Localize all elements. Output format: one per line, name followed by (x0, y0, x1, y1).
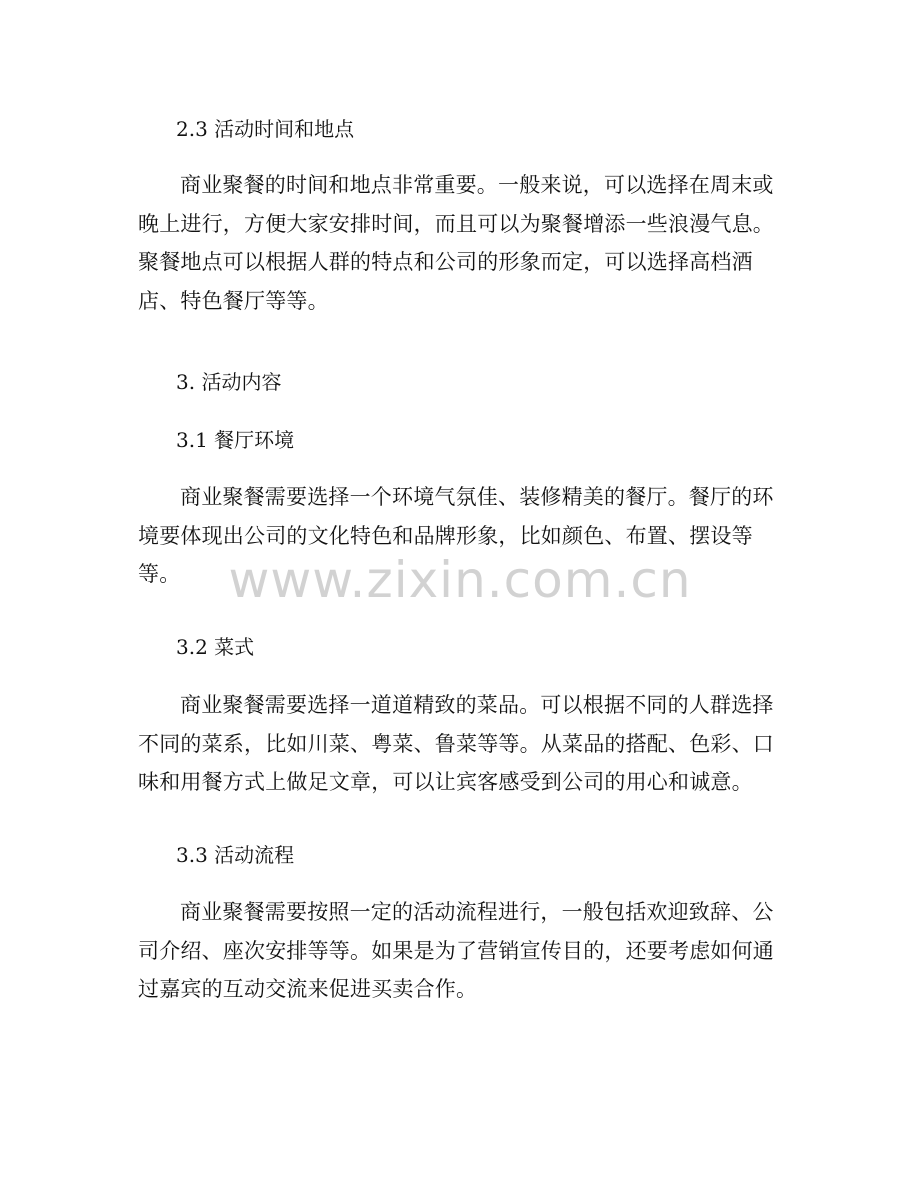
paragraph-activity-flow: 商业聚餐需要按照一定的活动流程进行，一般包括欢迎致辞、公司介绍、座次安排等等。如果是为了营销宣传目的，还要考虑如何通过嘉宾的互动交流来促进买卖合作。 (138, 900, 774, 1001)
watermark: www.zixin.com.cn (228, 551, 692, 609)
section-heading-3: 3. 活动内容 (176, 370, 282, 394)
section-heading-3-3: 3.3 活动流程 (176, 843, 295, 867)
paragraph-time-and-place: 商业聚餐的时间和地点非常重要。一般来说，可以选择在周末或晚上进行，方便大家安排时间，而且可以为聚餐增添一些浪漫气息。聚餐地点可以根据人群的特点和公司的形象而定，可以选择高档酒店、特色餐厅等等。 (138, 173, 774, 313)
section-heading-2-3: 2.3 活动时间和地点 (176, 117, 355, 141)
paragraph-restaurant-environment: 商业聚餐需要选择一个环境气氛佳、装修精美的餐厅。餐厅的环境要体现出公司的文化特色和品牌形象，比如颜色、布置、摆设等等。 (138, 485, 774, 586)
section-heading-3-2: 3.2 菜式 (176, 635, 255, 659)
paragraph-dishes: 商业聚餐需要选择一道道精致的菜品。可以根据不同的人群选择不同的菜系，比如川菜、粤菜、鲁菜等等。从菜品的搭配、色彩、口味和用餐方式上做足文章，可以让宾客感受到公司的用心和诚意。 (138, 693, 774, 794)
section-heading-3-1: 3.1 餐厅环境 (176, 428, 295, 452)
